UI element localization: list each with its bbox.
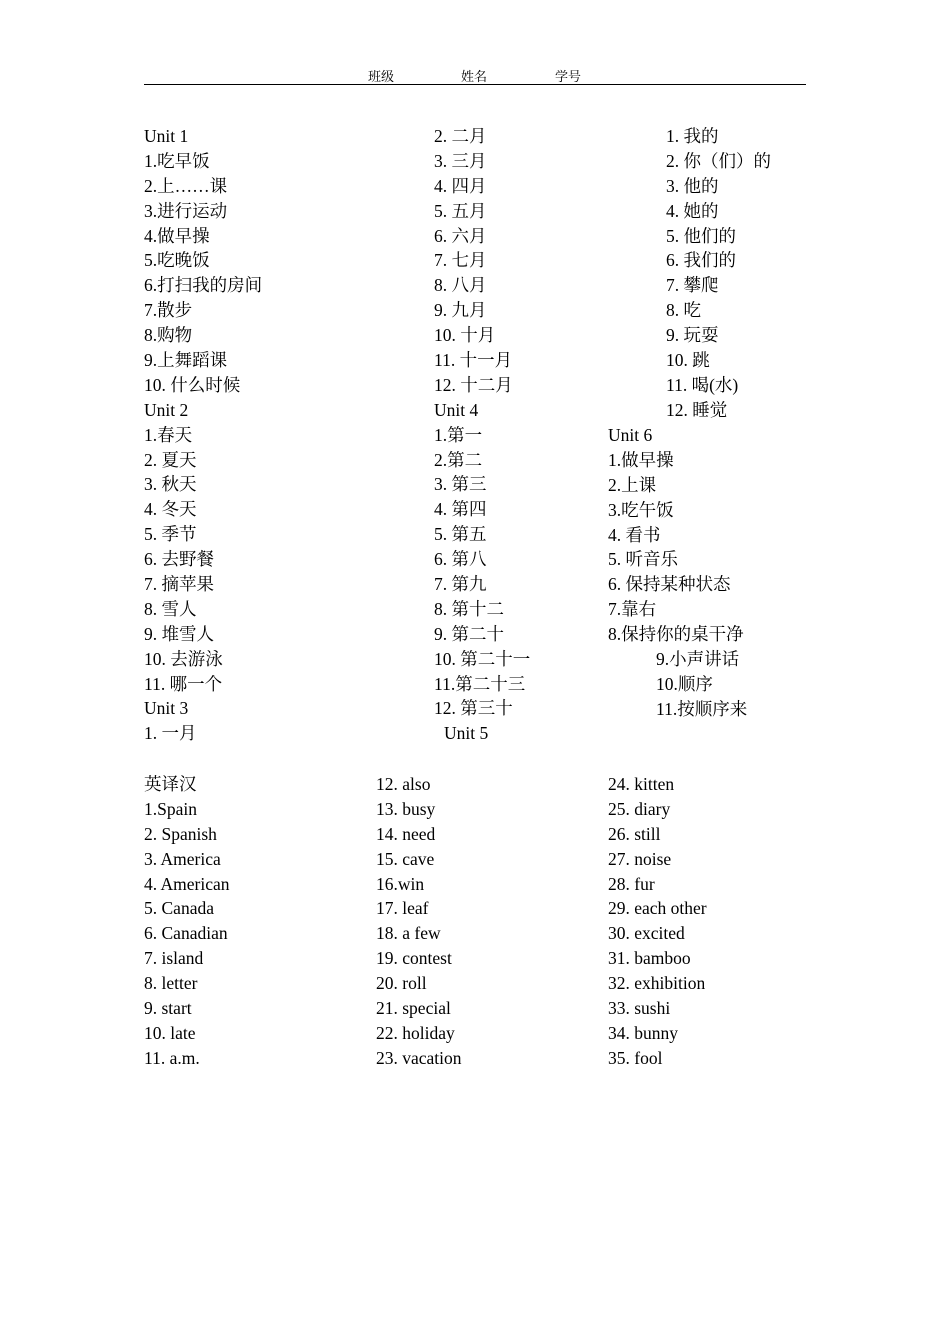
list-item: 10. 跳	[666, 350, 710, 371]
list-item: 9. 堆雪人	[144, 623, 214, 644]
list-item: 英译汉	[144, 774, 197, 794]
list-item: 33. sushi	[608, 998, 671, 1019]
list-item: 7. 七月	[434, 250, 487, 271]
list-item: 18. a few	[376, 923, 441, 944]
list-item: 3. 第三	[434, 474, 487, 495]
list-item: 5.吃晚饭	[144, 250, 210, 271]
list-item: 1.吃早饭	[144, 150, 210, 171]
list-item: 7. 摘苹果	[144, 574, 214, 595]
list-item: 30. excited	[608, 923, 685, 944]
list-item: 1. 我的	[666, 126, 719, 146]
list-item: 11.第二十三	[434, 673, 526, 694]
list-item: 22. holiday	[376, 1022, 455, 1043]
list-item: 9. start	[144, 998, 192, 1019]
list-item: 7.散步	[144, 300, 193, 321]
list-item: 1.做早操	[608, 449, 674, 470]
list-item: Unit 6	[608, 425, 653, 445]
vocab-column-2	[434, 124, 530, 746]
list-item: 3. America	[144, 848, 221, 869]
list-item: 7.靠右	[608, 599, 657, 620]
list-item: 31. bamboo	[608, 948, 691, 969]
list-item: 1. 一月	[144, 723, 197, 744]
list-item: 9. 第二十	[434, 623, 504, 644]
page-header	[144, 66, 806, 85]
list-item: 7. 第九	[434, 574, 487, 595]
list-item: 12. also	[376, 774, 431, 794]
list-item: 4. 四月	[434, 175, 487, 196]
list-item: 5. 听音乐	[608, 549, 678, 570]
list-item: 8. 雪人	[144, 598, 197, 619]
student-number-label: 学号	[555, 69, 582, 84]
list-item: 5. 五月	[434, 200, 487, 221]
list-item: 10. late	[144, 1022, 196, 1043]
list-item: 4. 冬天	[144, 499, 197, 520]
list-item: 5. 第五	[434, 524, 487, 545]
list-item: 25. diary	[608, 798, 671, 819]
list-item: 8.保持你的桌干净	[608, 624, 744, 645]
list-item: Unit 4	[434, 399, 479, 420]
vocab-column-1	[144, 124, 262, 746]
list-item: 23. vacation	[376, 1047, 462, 1068]
list-item: 24. kitten	[608, 774, 675, 794]
list-item: 3.进行运动	[144, 200, 228, 221]
list-item: 21. special	[376, 998, 451, 1019]
list-item: 6.打扫我的房间	[144, 275, 263, 296]
list-item: 15. cave	[376, 848, 435, 869]
list-item: 1.第一	[434, 424, 483, 445]
list-item: 2. 夏天	[144, 449, 197, 470]
list-item: 7. 攀爬	[666, 275, 719, 296]
list-item: 12. 睡觉	[666, 399, 728, 420]
list-item: Unit 3	[144, 698, 189, 719]
translation-column-3	[608, 772, 707, 1071]
list-item: 12. 十二月	[434, 374, 513, 395]
list-item: 2. 你（们）的	[666, 150, 771, 171]
list-item: 2. Spanish	[144, 823, 217, 844]
list-item: 4.做早操	[144, 225, 210, 246]
list-item: 9.上舞蹈课	[144, 350, 228, 371]
list-item: 11. 喝(水)	[666, 374, 739, 395]
list-item: 11. a.m.	[144, 1047, 200, 1068]
list-item: 5. 他们的	[666, 225, 736, 246]
list-item: 5. 季节	[144, 524, 197, 545]
list-item: 4. 第四	[434, 499, 487, 520]
list-item: Unit 5	[444, 723, 489, 744]
list-item: 35. fool	[608, 1047, 663, 1068]
list-item: 6. 去野餐	[144, 549, 214, 570]
list-item: 14. need	[376, 823, 436, 844]
list-item: 29. each other	[608, 898, 707, 919]
list-item: 8. letter	[144, 973, 198, 994]
list-item: 6. 保持某种状态	[608, 574, 731, 595]
list-item: 11.按顺序来	[656, 698, 748, 719]
translation-column-1	[144, 772, 230, 1071]
name-label: 姓名	[461, 69, 488, 84]
list-item: 10. 十月	[434, 325, 496, 346]
list-item: 4. 她的	[666, 200, 719, 221]
list-item: 2. 二月	[434, 126, 487, 146]
translation-column-2	[376, 772, 462, 1071]
list-item: 4. 看书	[608, 524, 661, 545]
vocab-column-3-top	[666, 124, 771, 423]
list-item: 11. 十一月	[434, 350, 513, 371]
list-item: 10. 去游泳	[144, 648, 223, 669]
list-item: 6. Canadian	[144, 923, 228, 944]
vocab-column-3-continued	[656, 647, 747, 722]
list-item: 9. 玩耍	[666, 325, 719, 346]
list-item: 3. 三月	[434, 150, 487, 171]
list-item: 19. contest	[376, 948, 452, 969]
list-item: 8. 吃	[666, 300, 701, 321]
list-item: 20. roll	[376, 973, 427, 994]
list-item: 5. Canada	[144, 898, 214, 919]
list-item: 6. 我们的	[666, 250, 736, 271]
list-item: 32. exhibition	[608, 973, 706, 994]
list-item: 2.上课	[608, 474, 657, 495]
list-item: 12. 第三十	[434, 698, 513, 719]
list-item: 17. leaf	[376, 898, 429, 919]
list-item: 3.吃午饭	[608, 499, 674, 520]
list-item: 6. 六月	[434, 225, 487, 246]
list-item: 8. 第十二	[434, 598, 504, 619]
list-item: 10. 什么时候	[144, 374, 241, 395]
list-item: 8.购物	[144, 325, 193, 346]
list-item: 4. American	[144, 873, 230, 894]
list-item: 34. bunny	[608, 1022, 678, 1043]
list-item: 1.Spain	[144, 798, 197, 819]
list-item: 7. island	[144, 948, 204, 969]
list-item: 2.第二	[434, 449, 483, 470]
list-item: 26. still	[608, 823, 661, 844]
list-item: 10.顺序	[656, 673, 713, 694]
list-item: 10. 第二十一	[434, 648, 531, 669]
list-item: Unit 2	[144, 399, 189, 420]
list-item: 27. noise	[608, 848, 672, 869]
list-item: 2.上……课	[144, 175, 228, 196]
list-item: 9.小声讲话	[656, 649, 740, 669]
list-item: 13. busy	[376, 798, 436, 819]
list-item: 3. 他的	[666, 175, 719, 196]
list-item: 11. 哪一个	[144, 673, 223, 694]
list-item: 6. 第八	[434, 549, 487, 570]
list-item: 8. 八月	[434, 275, 487, 296]
vocab-column-3-unit6	[608, 423, 744, 647]
list-item: 1.春天	[144, 424, 193, 445]
list-item: 3. 秋天	[144, 474, 197, 495]
list-item: 28. fur	[608, 873, 655, 894]
list-item: 9. 九月	[434, 300, 487, 321]
list-item: 16.win	[376, 873, 425, 894]
class-label: 班级	[368, 69, 395, 84]
list-item: Unit 1	[144, 126, 189, 146]
